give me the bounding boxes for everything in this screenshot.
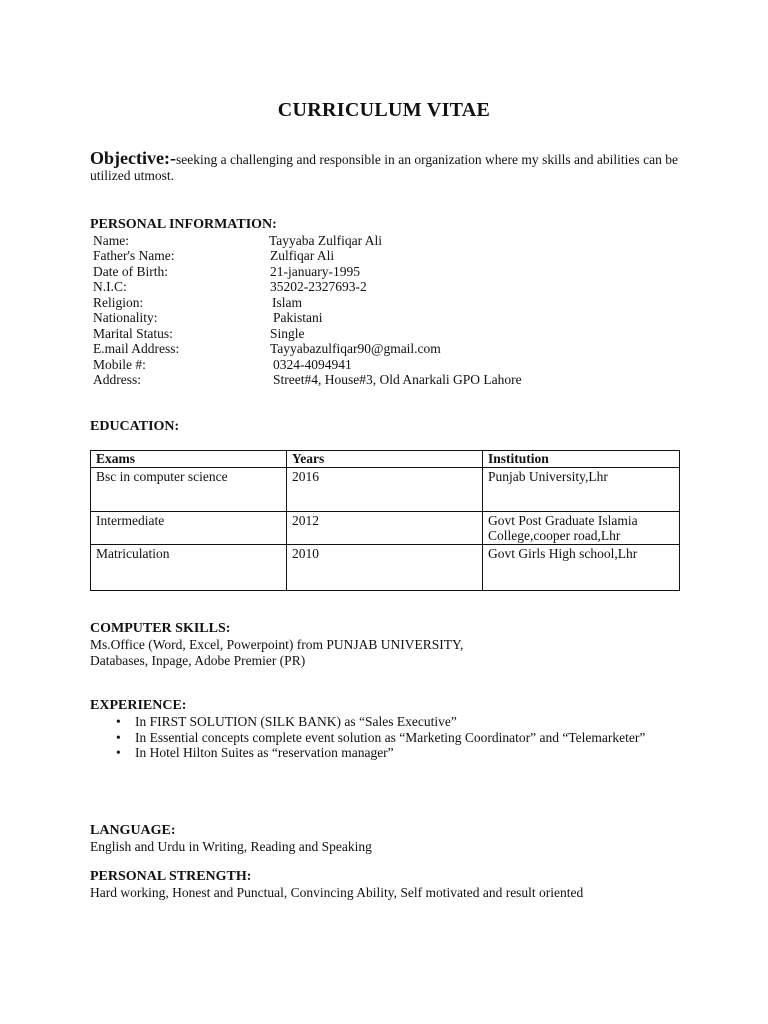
table-cell-institution: Govt Post Graduate Islamia College,cooper road,Lhr [483, 511, 680, 544]
list-item: • In Hotel Hilton Suites as “reservation manager” [90, 745, 650, 761]
info-value: 35202-2327693-2 [270, 279, 367, 294]
info-value[interactable]: Tayyabazulfiqar90@gmail.com [270, 341, 441, 356]
table-cell-exam: Intermediate [91, 511, 287, 544]
info-label: Father's Name: [93, 248, 175, 263]
computer-skills-line-1: Ms.Office (Word, Excel, Powerpoint) from PUNJAB UNIVERSITY, [90, 637, 464, 652]
info-row-nic [93, 279, 367, 295]
info-row-mobile [93, 357, 352, 373]
info-label: N.I.C: [93, 279, 127, 294]
info-label: E.mail Address: [93, 341, 180, 356]
info-label: Marital Status: [93, 326, 173, 341]
info-value: Single [270, 326, 305, 341]
objective-text: seeking a challenging and responsible in an organization where my skills and abilities can be utilized utmost. [90, 152, 678, 183]
table-cell-year: 2012 [287, 511, 483, 544]
info-value: Pakistani [273, 310, 323, 325]
column-header-institution: Institution [483, 451, 680, 468]
column-header-years: Years [287, 451, 483, 468]
table-cell-year: 2010 [287, 544, 483, 590]
education-table [90, 450, 680, 591]
experience-heading: EXPERIENCE: [90, 698, 187, 713]
personal-strength-heading: PERSONAL STRENGTH: [90, 869, 252, 884]
education-heading: EDUCATION: [90, 419, 180, 434]
info-label: Address: [93, 372, 141, 387]
info-value: Street#4, House#3, Old Anarkali GPO Lahore [273, 372, 522, 387]
info-row-marital-status [93, 326, 305, 342]
info-row-father-name [93, 248, 335, 264]
info-row-religion [93, 295, 302, 311]
info-row-name [93, 233, 383, 249]
language-text: English and Urdu in Writing, Reading and Speaking [90, 839, 372, 854]
language-heading: LANGUAGE: [90, 823, 176, 838]
objective-label: Objective:- [90, 148, 176, 168]
info-value: Islam [272, 295, 302, 310]
table-cell-exam: Bsc in computer science [91, 467, 287, 511]
table-cell-institution: Punjab University,Lhr [483, 467, 680, 511]
personal-strength-text: Hard working, Honest and Punctual, Convincing Ability, Self motivated and result oriented [90, 885, 584, 900]
info-row-email [93, 341, 441, 357]
table-row [91, 511, 680, 544]
experience-list [90, 714, 650, 761]
info-value: 21-january-1995 [270, 264, 360, 279]
table-row [91, 467, 680, 511]
table-header-row [91, 451, 680, 468]
objective-paragraph [90, 148, 678, 183]
info-row-dob [93, 264, 360, 280]
table-cell-institution: Govt Girls High school,Lhr [483, 544, 680, 590]
info-value: Tayyaba Zulfiqar Ali [269, 233, 383, 248]
info-label: Date of Birth: [93, 264, 168, 279]
table-cell-exam: Matriculation [91, 544, 287, 590]
table-row [91, 544, 680, 590]
list-item: • In FIRST SOLUTION (SILK BANK) as “Sales Executive” [90, 714, 650, 730]
table-cell-year: 2016 [287, 467, 483, 511]
column-header-exams: Exams [91, 451, 287, 468]
computer-skills-heading: COMPUTER SKILLS: [90, 621, 231, 636]
personal-info-heading: PERSONAL INFORMATION: [90, 217, 277, 232]
page-title: CURRICULUM VITAE [277, 99, 491, 121]
list-item: • In Essential concepts complete event solution as “Marketing Coordinator” and “Telemarketer” [90, 730, 650, 746]
info-row-address [93, 372, 522, 388]
info-label: Mobile #: [93, 357, 146, 372]
computer-skills-line-2: Databases, Inpage, Adobe Premier (PR) [90, 653, 306, 668]
info-value: Zulfiqar Ali [270, 248, 335, 263]
info-value: 0324-4094941 [273, 357, 352, 372]
info-label: Religion: [93, 295, 144, 310]
info-label: Nationality: [93, 310, 158, 325]
info-label: Name: [93, 233, 129, 248]
info-row-nationality [93, 310, 323, 326]
